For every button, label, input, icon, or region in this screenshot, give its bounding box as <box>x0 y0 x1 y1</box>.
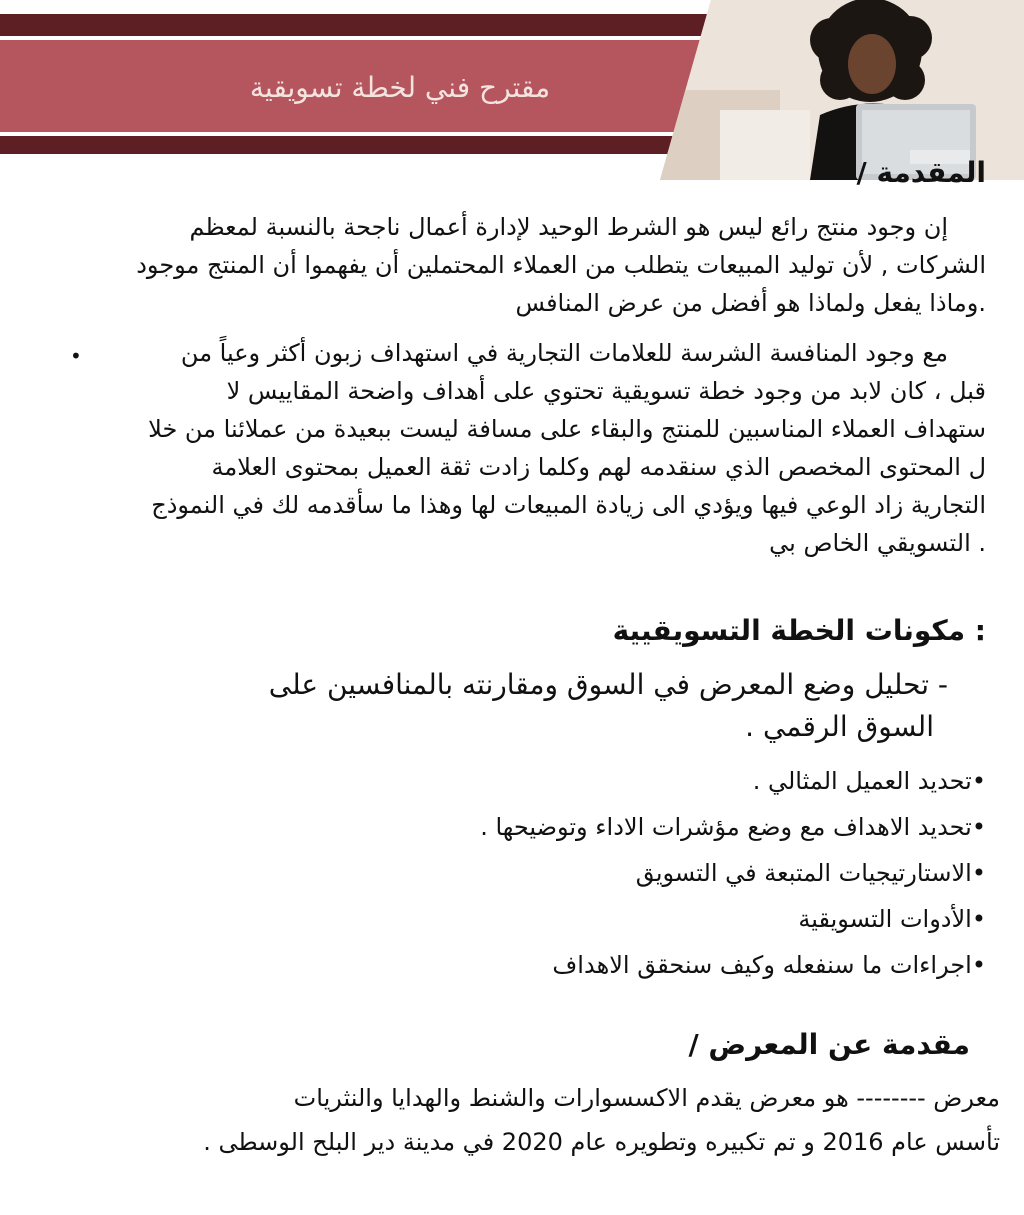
components-first-item-line: السوق الرقمي . <box>745 710 934 743</box>
list-item: •الاستارتيجيات المتبعة في التسويق <box>635 859 986 887</box>
intro-paragraph-line: .وماذا يفعل ولماذا هو أفضل من عرض المنافس <box>515 289 986 317</box>
intro-bullet-line: مع وجود المنافسة الشرسة للعلامات التجارية في استهداف زبون أكثر وعياً من <box>180 339 948 367</box>
intro-bullet-line: ل المحتوى المخصص الذي سنقدمه لهم وكلما زادت ثقة العميل بمحتوى العلامة <box>211 453 986 481</box>
about-line: تأسس عام 2016 و تم تكبيره وتطويره عام 2020 في مدينة دير البلح الوسطى . <box>203 1128 1000 1156</box>
intro-bullet-line: . التسويقي الخاص بي <box>769 529 986 557</box>
intro-bullet-line: قبل ، كان لابد من وجود خطة تسويقية تحتوي على أهداف واضحة المقاييس لا <box>226 377 986 405</box>
intro-paragraph <box>136 208 986 322</box>
about-heading: مقدمة عن المعرض / <box>688 1028 970 1061</box>
intro-bullet-paragraph <box>148 334 986 562</box>
components-heading: : مكونات الخطة التسويقيية <box>612 614 986 647</box>
about-paragraph <box>203 1076 1000 1164</box>
intro-paragraph-line: الشركات , لأن توليد المبيعات يتطلب من العملاء المحتملين أن يفهموا أن المنتج موجود <box>136 251 986 279</box>
list-item: •تحديد الاهداف مع وضع مؤشرات الاداء وتوضيحها . <box>480 813 986 841</box>
list-item: •تحديد العميل المثالي . <box>752 767 986 795</box>
about-line: معرض -------- هو معرض يقدم الاكسسوارات والشنط والهدايا والنثريات <box>293 1084 1000 1112</box>
intro-heading: المقدمة / <box>856 156 986 189</box>
components-list <box>480 758 986 988</box>
woman-with-laptop-illustration <box>660 0 1024 180</box>
list-item: •الأدوات التسويقية <box>798 905 986 933</box>
intro-bullet-line: ستهداف العملاء المناسبين للمنتج والبقاء على مسافة ليست ببعيدة من عملائنا من خلا <box>148 415 986 443</box>
components-first-item <box>269 664 948 748</box>
bullet-marker: • <box>70 344 82 368</box>
intro-paragraph-line: إن وجود منتج رائع ليس هو الشرط الوحيد لإدارة أعمال ناجحة بالنسبة لمعظم <box>189 213 948 241</box>
intro-bullet-line: التجارية زاد الوعي فيها ويؤدي الى زيادة المبيعات لها وهذا ما سأقدمه لك في النموذج <box>151 491 986 519</box>
header-top-strip <box>0 0 790 12</box>
list-item: •اجراءات ما سنفعله وكيف سنحقق الاهداف <box>552 951 986 979</box>
header-photo <box>660 0 1024 180</box>
page-title: مقترح فني لخطة تسويقية <box>249 71 551 104</box>
components-first-item-line: - تحليل وضع المعرض في السوق ومقارنته بالمنافسين على <box>268 668 948 701</box>
